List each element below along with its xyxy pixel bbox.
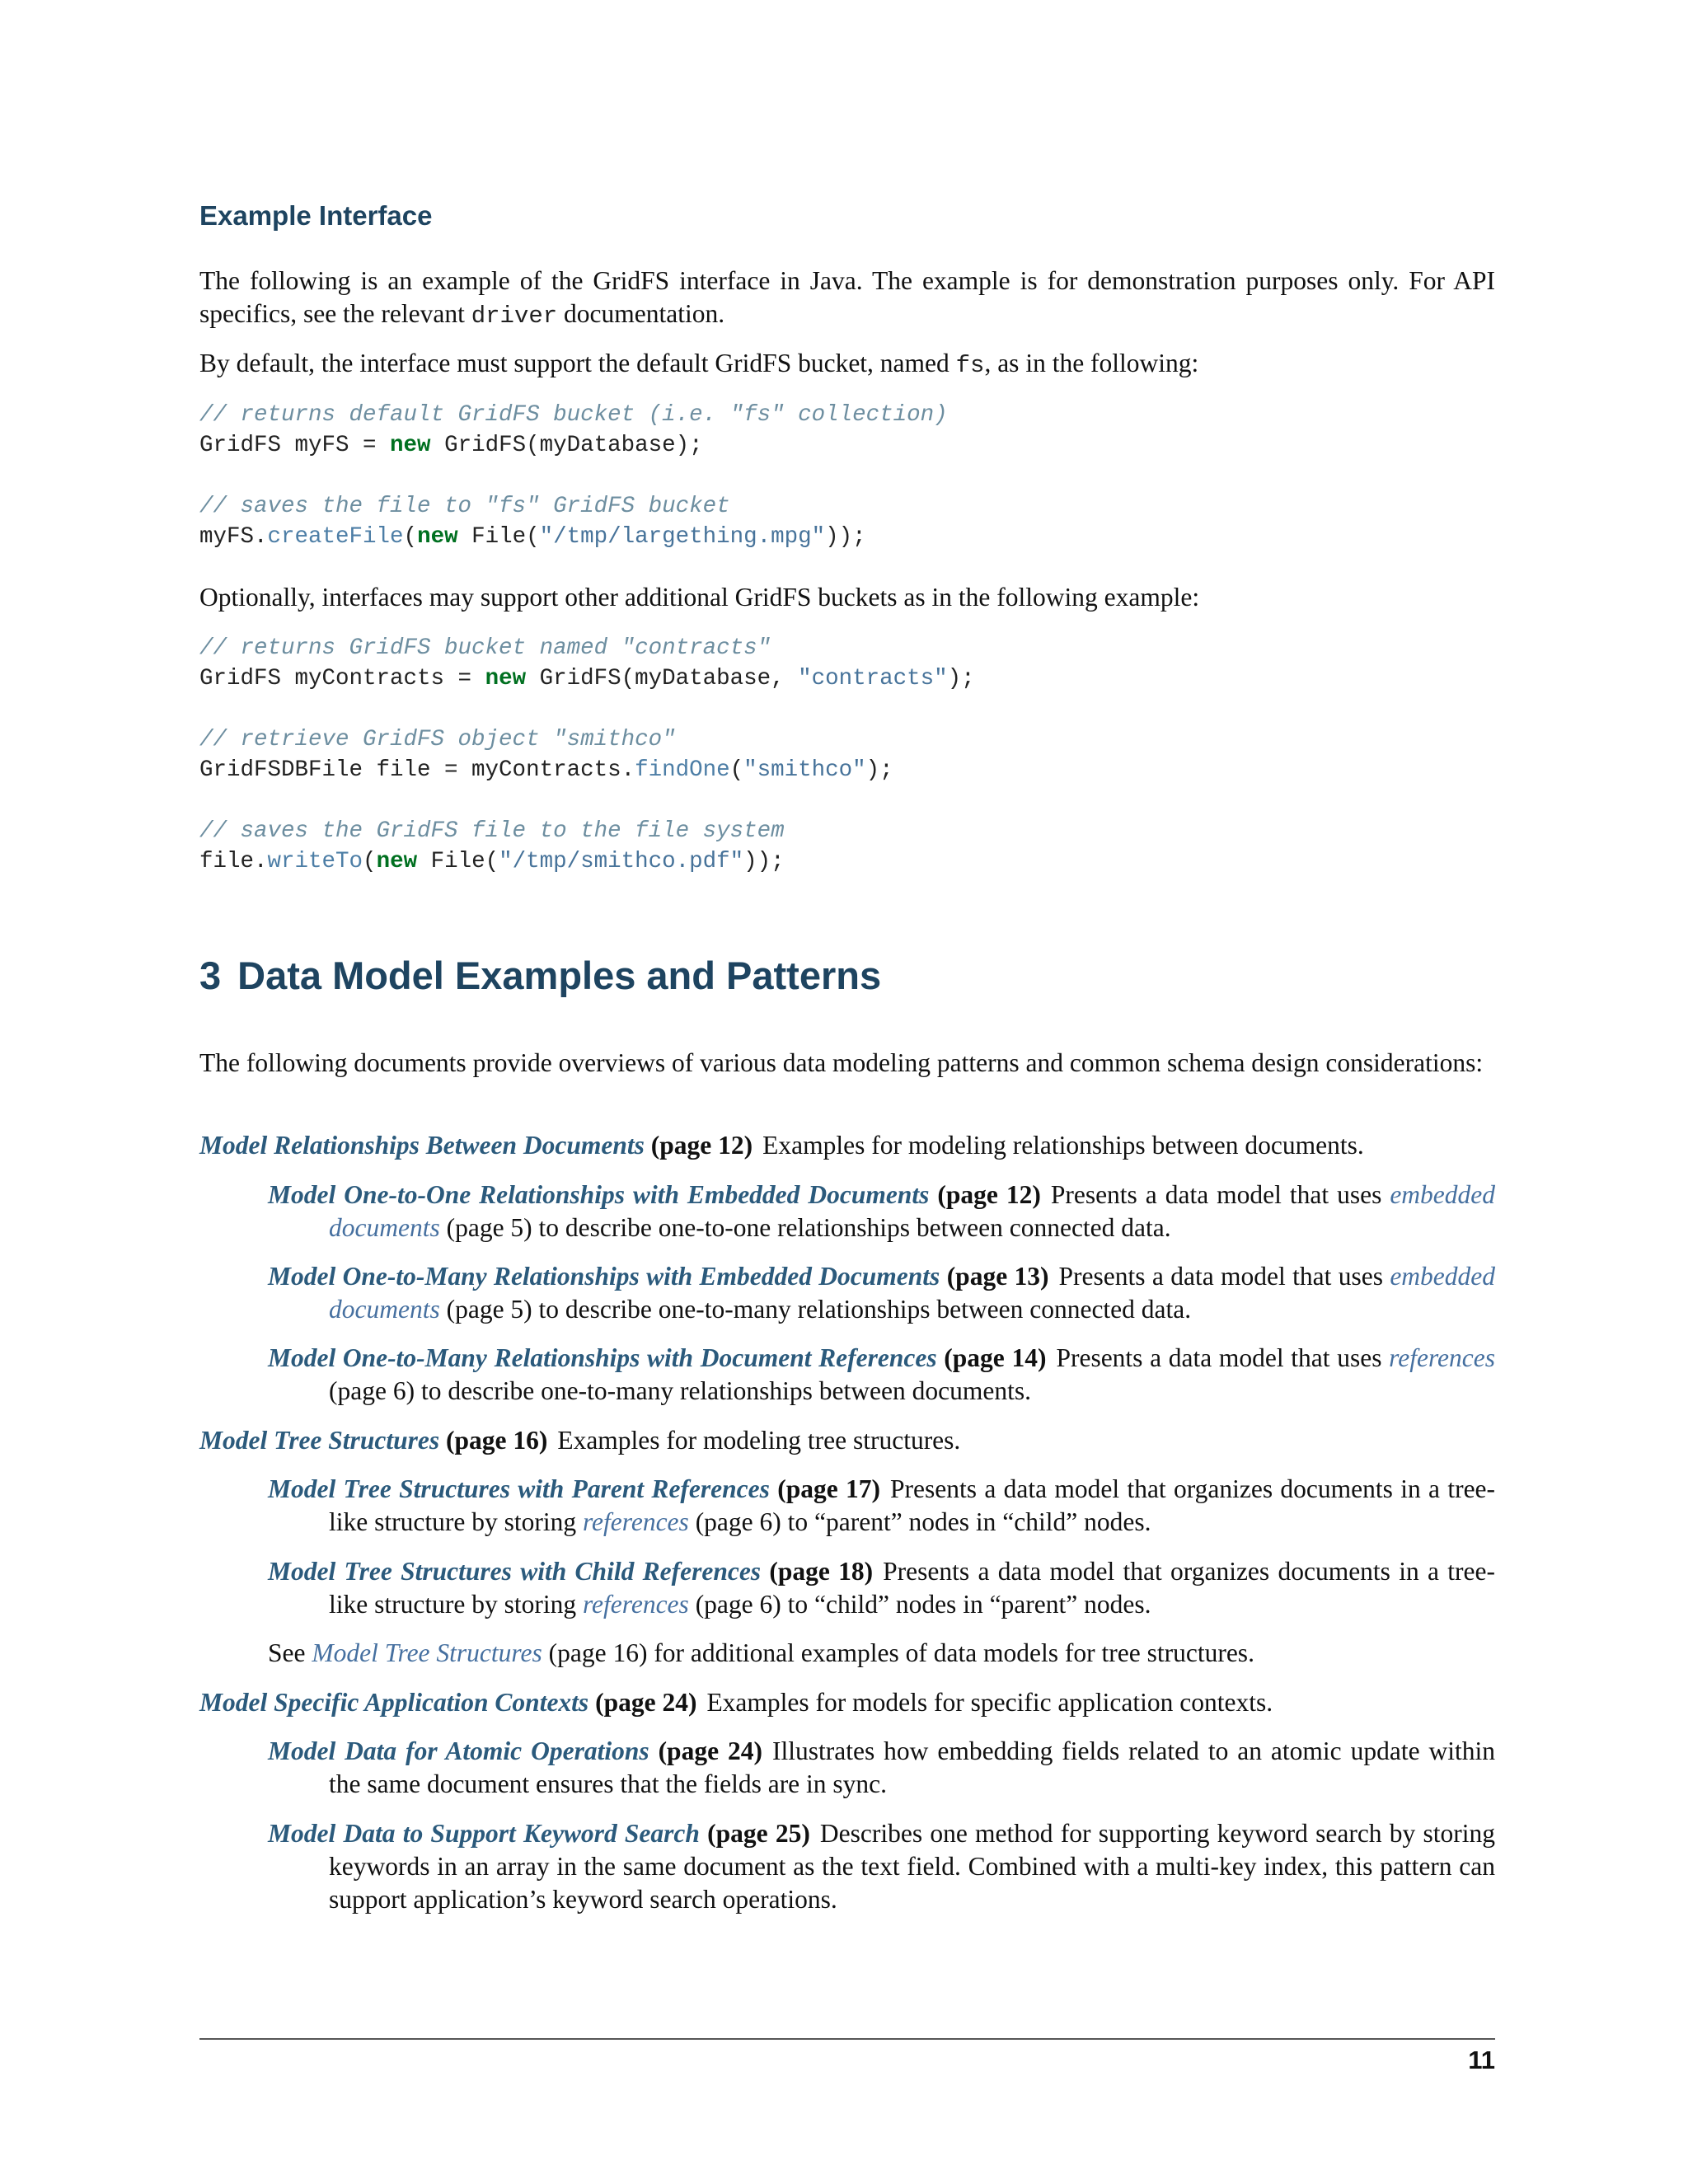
intro-paragraph-2: By default, the interface must support the default GridFS bucket, named fs, as in the following:: [199, 349, 1199, 379]
link-model-tree-structures[interactable]: Model Tree Structures: [199, 1426, 440, 1455]
entry-tree-child-references: Model Tree Structures with Child References (page 18) Presents a data model that organizes documents in a tree-like structure by storing references (page 6) to “child” nodes in “parent” nodes.: [268, 1557, 1495, 1619]
subheading: Example Interface: [199, 200, 433, 231]
intro-paragraph-3: Optionally, interfaces may support other additional GridFS buckets as in the following example:: [199, 583, 1200, 612]
entry-one-to-many-references: Model One-to-Many Relationships with Document References (page 14) Presents a data model that uses references (page 6) to describe one-to-many relationships between documents.: [268, 1343, 1495, 1405]
entry-one-to-one-embedded: Model One-to-One Relationships with Embedded Documents (page 12) Presents a data model that uses embedded documents (page 5) to describe one-to-one relationships between connected data.: [268, 1180, 1496, 1242]
link-model-relationships[interactable]: Model Relationships Between Documents: [199, 1131, 645, 1160]
document-page: [199, 0, 1495, 2184]
see-also-note: See Model Tree Structures (page 16) for additional examples of data models for tree structures.: [268, 1638, 1254, 1667]
inline-code-fs: fs: [955, 352, 985, 379]
link-keyword-search[interactable]: Model Data to Support Keyword Search: [268, 1819, 700, 1848]
section-title-text: Data Model Examples and Patterns: [237, 954, 882, 997]
link-one-to-one-embedded[interactable]: Model One-to-One Relationships with Embedded Documents: [268, 1180, 930, 1209]
link-embedded-documents[interactable]: embedded documents: [329, 1180, 1496, 1242]
entry-tree-parent-references: Model Tree Structures with Parent References (page 17) Presents a data model that organizes documents in a tree-like structure by storing references (page 6) to “parent” nodes in “child” nodes.: [268, 1474, 1496, 1536]
link-references[interactable]: references: [582, 1590, 689, 1619]
entry-model-tree-structures: Model Tree Structures (page 16) Examples for modeling tree structures.: [199, 1426, 961, 1455]
section-intro: The following documents provide overviews of various data modeling patterns and common schema design considerations:: [199, 1048, 1484, 1077]
link-tree-child-references[interactable]: Model Tree Structures with Child References: [268, 1557, 762, 1586]
link-references[interactable]: references: [582, 1507, 689, 1536]
link-tree-parent-references[interactable]: Model Tree Structures with Parent References: [268, 1474, 770, 1503]
intro-paragraph-1: The following is an example of the GridFS interface in Java. The example is for demonstration purposes only. For API specifics, see the relevant driver documentation.: [199, 266, 1495, 330]
link-atomic-operations[interactable]: Model Data for Atomic Operations: [268, 1736, 649, 1765]
link-embedded-documents[interactable]: embedded documents: [329, 1262, 1496, 1324]
entry-atomic-operations: Model Data for Atomic Operations (page 24) Illustrates how embedding fields related to an atomic update within the same document ensures that the fields are in sync.: [268, 1736, 1496, 1798]
entry-specific-application-contexts: Model Specific Application Contexts (page 24) Examples for models for specific application contexts.: [199, 1688, 1273, 1717]
page-number: 11: [1468, 2046, 1495, 2074]
link-model-tree-structures-ref[interactable]: Model Tree Structures: [312, 1638, 542, 1667]
link-one-to-many-embedded[interactable]: Model One-to-Many Relationships with Embedded Documents: [268, 1262, 940, 1291]
link-references[interactable]: references: [1389, 1343, 1495, 1372]
entry-keyword-search: Model Data to Support Keyword Search (page 25) Describes one method for supporting keyword search by storing keywords in an array in the same document as the text field. Combined with a multi-key index, this pattern can support application’s keyword search operations.: [268, 1819, 1496, 1914]
section-title: [199, 953, 881, 998]
inline-code-driver: driver: [471, 302, 558, 330]
code-block-default-bucket: // returns default GridFS bucket (i.e. "fs" collection) GridFS myFS = new GridFS(myDatabase); // saves the file to "fs" GridFS bucket myFS.createFile(new File("/tmp/largething.mpg"));: [199, 402, 948, 550]
link-one-to-many-references[interactable]: Model One-to-Many Relationships with Document References: [268, 1343, 937, 1372]
entry-model-relationships: Model Relationships Between Documents (page 12) Examples for modeling relationships between documents.: [199, 1131, 1364, 1160]
entry-one-to-many-embedded: Model One-to-Many Relationships with Embedded Documents (page 13) Presents a data model that uses embedded documents (page 5) to describe one-to-many relationships between connected data.: [268, 1262, 1496, 1324]
section-number: 3: [199, 954, 222, 997]
footer-divider: [199, 2038, 1495, 2040]
code-block-additional-buckets: // returns GridFS bucket named "contracts" GridFS myContracts = new GridFS(myDatabase, "contracts"); // retrieve GridFS object "smithco" GridFSDBFile file = myContracts.findOne("smithco"); // saves the GridFS file to the file system file.writeTo(new File("/tmp/smithco.pdf"));: [199, 635, 975, 874]
link-specific-application-contexts[interactable]: Model Specific Application Contexts: [199, 1688, 589, 1717]
